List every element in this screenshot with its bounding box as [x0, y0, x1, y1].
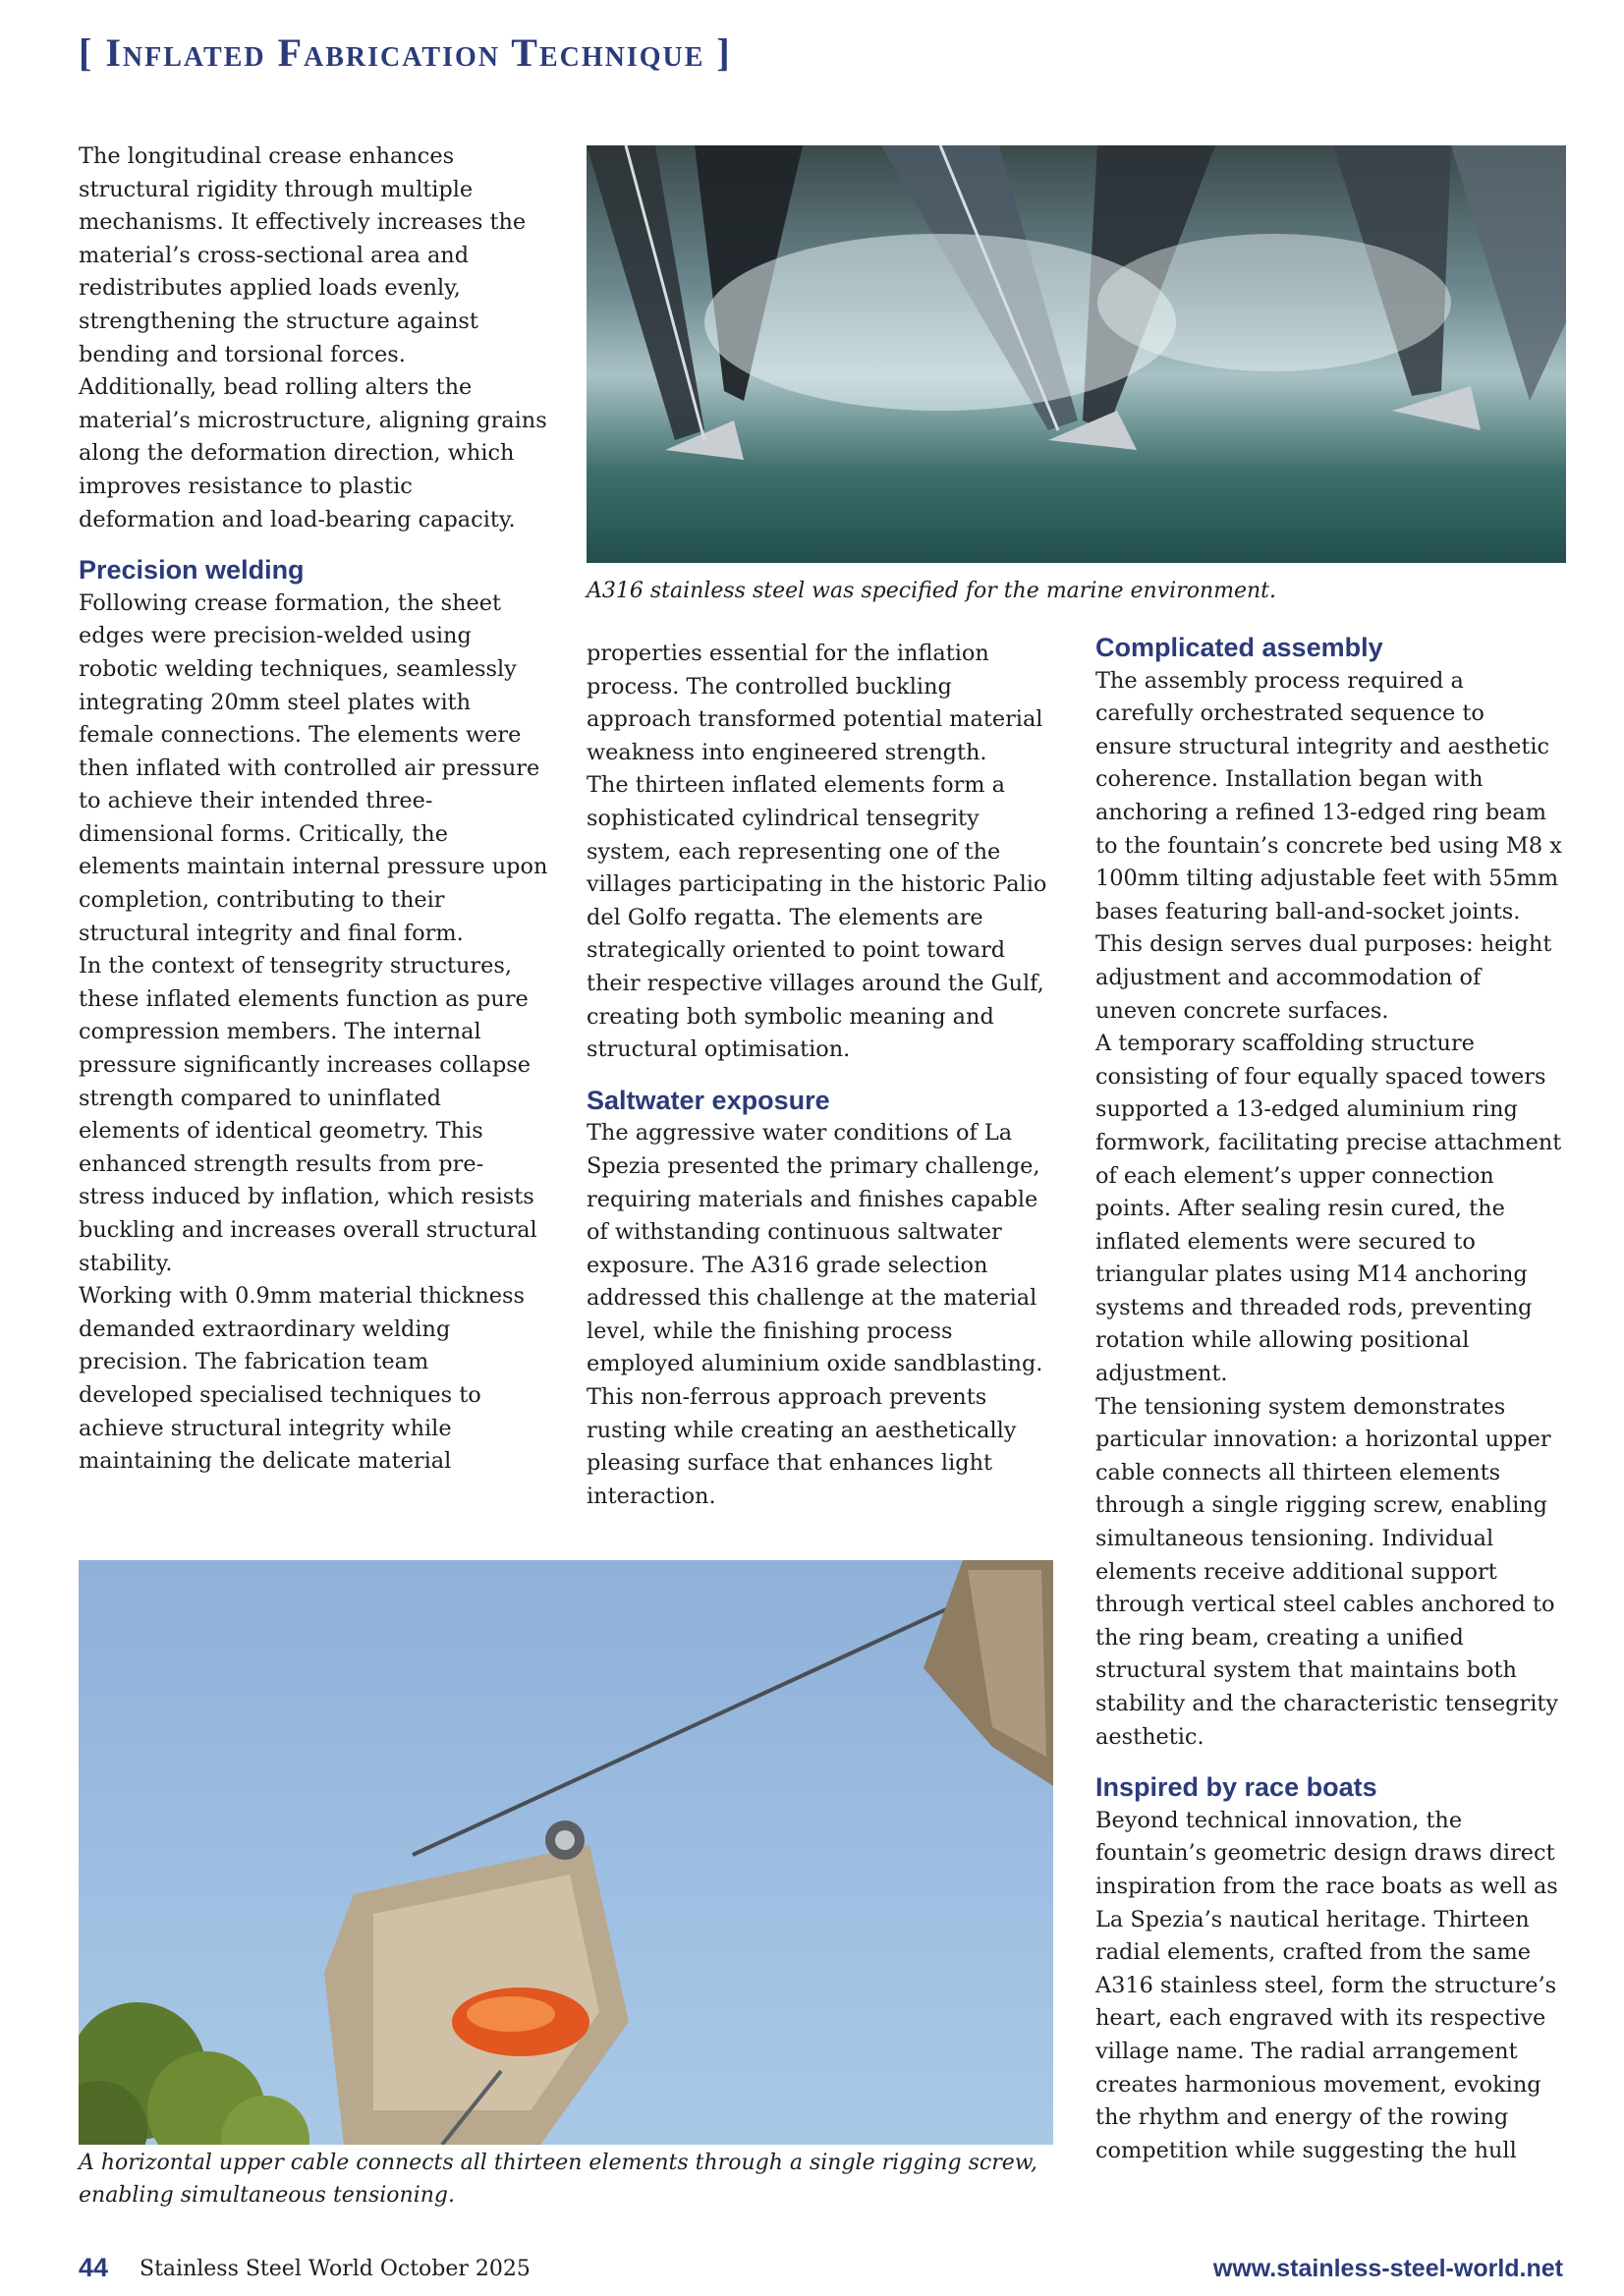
magazine-name: Stainless Steel World October 2025 — [140, 2257, 531, 2281]
website-link[interactable]: www.stainless-steel-world.net — [1212, 2255, 1563, 2282]
cable-sky-photo — [79, 1560, 1053, 2145]
fountain-water-photo — [587, 145, 1566, 563]
heading-inspired-by-race-boats: Inspired by race boats — [1095, 1772, 1377, 1803]
photo1-caption: A316 stainless steel was specified for the marine environment. — [587, 579, 1277, 603]
col3-paragraph-4: Beyond technical innovation, the fountain’s geometric design draws direct inspiration from the race boats as well as La Spezia’s nautical heritage. Thirteen radial elements, crafted from the same A316 stainless steel, form the structure’s heart, each engraved with its respective village name. The radial arrangement creates harmonious movement, evoking the rhythm and energy of the rowing competition while suggesting the hull — [1095, 1807, 1558, 2163]
col3-paragraph-2: A temporary scaffolding structure consisting of four equally spaced towers supported a 13-edged aluminium ring formwork, facilitating precise attachment of each element’s upper connection points. After sealing resin cured, the inflated elements were secured to triangular plates using M14 anchoring systems and threaded rods, preventing rotation while allowing positional adjustment. — [1095, 1031, 1562, 1387]
heading-precision-welding: Precision welding — [79, 555, 305, 586]
column-1 — [79, 140, 548, 1479]
page-number: 44 — [79, 2253, 109, 2282]
col1-paragraph-1: The longitudinal crease enhances structural rigidity through multiple mechanisms. It effectively increases the material’s cross-sectional area and redistributes applied loads evenly, strengthening the structure against bending and torsional forces. Additionally, bead rolling alters the material’s microstructure, aligning grains along the deformation direction, which improves resistance to plastic deformation and load-bearing capacity. — [79, 143, 547, 532]
heading-complicated-assembly: Complicated assembly — [1095, 633, 1383, 662]
photo2-caption: A horizontal upper cable connects all thirteen elements through a single rigging screw, enabling simultaneous tensioning. — [79, 2151, 1037, 2208]
page-title: [ Inflated Fabrication Technique ] — [79, 30, 732, 75]
cable-sky-illustration — [79, 1560, 1053, 2145]
fountain-water-illustration — [587, 145, 1566, 563]
heading-saltwater-exposure: Saltwater exposure — [587, 1085, 830, 1115]
col1-paragraph-4: Working with 0.9mm material thickness demanded extraordinary welding precision. The fabrication team developed specialised techniques to achieve structural integrity while maintaining the delicate material — [79, 1283, 525, 1475]
col3-paragraph-1: The assembly process required a carefully orchestrated sequence to ensure structural integrity and aesthetic coherence. Installation began with anchoring a refined 13-edged ring beam to the fountain’s concrete bed using M8 x 100mm tilting adjustable feet with 55mm bases featuring ball-and-socket joints. This design serves dual purposes: height adjustment and accommodation of uneven concrete surfaces. — [1095, 667, 1562, 1024]
col2-paragraph-1: properties essential for the inflation process. The controlled buckling approach transformed potential material weakness into engineered strength. — [587, 641, 1043, 765]
col3-paragraph-3: The tensioning system demonstrates particular innovation: a horizontal upper cable connects all thirteen elements through a single rigging screw, enabling simultaneous tensioning. Individual elements receive additional support through vertical steel cables anchored to the ring beam, creating a unified structural system that maintains both stability and the characteristic tensegrity aesthetic. — [1095, 1393, 1559, 1750]
col1-paragraph-3: In the context of tensegrity structures, these inflated elements function as pure compression members. The internal pressure significantly increases collapse strength compared to uninflated elements of identical geometry. This enhanced strength results from pre-stress induced by inflation, which resists buckling and increases overall structural stability. — [79, 953, 537, 1276]
column-3 — [1095, 632, 1565, 2167]
column-2 — [587, 638, 1056, 1513]
col1-paragraph-2: Following crease formation, the sheet edges were precision-welded using robotic welding techniques, seamlessly integrating 20mm steel plates with female connections. The elements were then inflated with controlled air pressure to achieve their intended three-dimensional forms. Critically, the elements maintain internal pressure upon completion, contributing to their structural integrity and final form. — [79, 589, 548, 946]
col2-paragraph-3: The aggressive water conditions of La Spezia presented the primary challenge, requiring materials and finishes capable of withstanding continuous saltwater exposure. The A316 grade selection addressed this challenge at the material level, while the finishing process employed aluminium oxide sandblasting. This non-ferrous approach prevents rusting while creating an aesthetically pleasing surface that enhances light interaction. — [587, 1120, 1043, 1509]
col2-paragraph-2: The thirteen inflated elements form a sophisticated cylindrical tensegrity system, each representing one of the villages participating in the historic Palio del Golfo regatta. The elements are strategically oriented to point toward their respective villages around the Gulf, creating both symbolic meaning and structural optimisation. — [587, 772, 1047, 1063]
